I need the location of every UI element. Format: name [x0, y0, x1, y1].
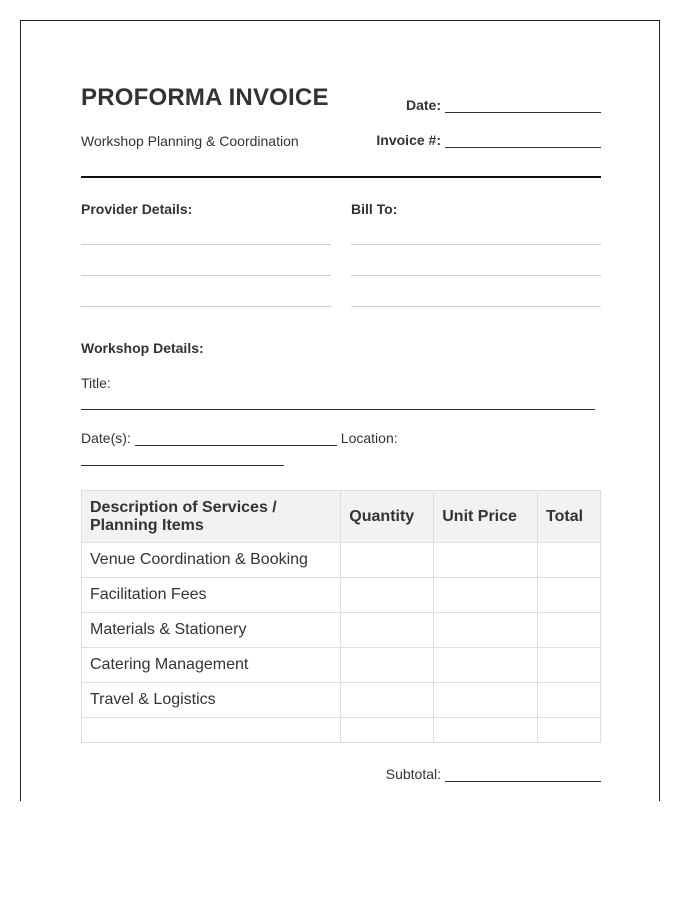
item-quantity[interactable]	[341, 543, 434, 578]
page-subtitle: Workshop Planning & Coordination	[81, 133, 299, 149]
bill-to-line-2[interactable]	[351, 275, 601, 276]
item-total[interactable]	[538, 613, 601, 648]
invoice-number-label: Invoice #:	[376, 132, 441, 148]
item-description: Venue Coordination & Booking	[82, 543, 341, 578]
dates-input-line[interactable]	[135, 431, 337, 446]
bill-to-line-3[interactable]	[351, 306, 601, 307]
invoice-number-field	[376, 132, 601, 148]
date-input-line[interactable]	[445, 98, 601, 113]
item-quantity[interactable]	[341, 578, 434, 613]
invoice-number-input-line[interactable]	[445, 133, 601, 148]
date-label: Date:	[405, 97, 441, 113]
item-description: Facilitation Fees	[82, 578, 341, 613]
table-row	[82, 543, 601, 578]
location-label: Location:	[340, 430, 398, 446]
column-header-quantity: Quantity	[341, 491, 434, 543]
column-header-total: Total	[538, 491, 601, 543]
provider-line-3[interactable]	[81, 306, 331, 307]
location-input-line[interactable]	[81, 465, 284, 466]
table-row	[82, 578, 601, 613]
table-header-row	[82, 491, 601, 543]
item-description: Catering Management	[82, 648, 341, 683]
item-total[interactable]	[538, 648, 601, 683]
item-quantity[interactable]	[341, 718, 434, 743]
item-unit-price[interactable]	[434, 718, 538, 743]
dates-label: Date(s):	[81, 430, 131, 446]
item-unit-price[interactable]	[434, 578, 538, 613]
provider-line-1[interactable]	[81, 244, 331, 245]
table-row	[82, 648, 601, 683]
workshop-title-line[interactable]	[81, 409, 595, 410]
bill-to-label: Bill To:	[351, 201, 398, 217]
item-total[interactable]	[538, 578, 601, 613]
item-quantity[interactable]	[341, 613, 434, 648]
bill-to-line-1[interactable]	[351, 244, 601, 245]
subtotal-field	[386, 766, 601, 782]
item-quantity[interactable]	[341, 648, 434, 683]
table-row	[82, 718, 601, 743]
services-table	[81, 490, 601, 743]
date-field	[406, 97, 601, 113]
item-total[interactable]	[538, 683, 601, 718]
subtotal-input-line[interactable]	[445, 767, 601, 782]
provider-details-label: Provider Details:	[81, 201, 193, 217]
page-title: PROFORMA INVOICE	[81, 84, 329, 111]
header-divider	[81, 176, 601, 178]
item-total[interactable]	[538, 718, 601, 743]
table-row	[82, 683, 601, 718]
column-header-description: Description of Services / Planning Items	[82, 491, 341, 543]
dates-location-row	[81, 430, 398, 446]
item-quantity[interactable]	[341, 683, 434, 718]
workshop-title-label: Title:	[81, 375, 111, 391]
item-unit-price[interactable]	[434, 613, 538, 648]
item-unit-price[interactable]	[434, 683, 538, 718]
item-unit-price[interactable]	[434, 543, 538, 578]
provider-line-2[interactable]	[81, 275, 331, 276]
column-header-unit-price: Unit Price	[434, 491, 538, 543]
subtotal-label: Subtotal:	[385, 766, 441, 782]
table-row	[82, 613, 601, 648]
workshop-details-label: Workshop Details:	[81, 340, 204, 356]
item-description[interactable]	[82, 718, 341, 743]
item-total[interactable]	[538, 543, 601, 578]
item-description: Materials & Stationery	[82, 613, 341, 648]
item-unit-price[interactable]	[434, 648, 538, 683]
item-description: Travel & Logistics	[82, 683, 341, 718]
